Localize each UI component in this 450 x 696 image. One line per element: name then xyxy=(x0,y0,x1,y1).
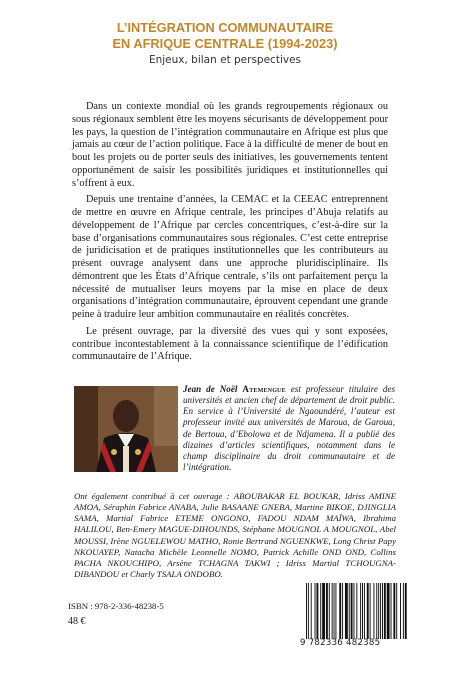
author-surname: Atemengue xyxy=(242,384,286,394)
barcode-image xyxy=(302,583,410,643)
blurb-paragraph-1: Dans un contexte mondial où les grands regroupements régionaux ou sous régionaux semblent être les moyens sécurisants de développement pour les pays, la question de l’intégration communautaire en Afrique est plus que jamais au cœur de l’action politique. Face à la difficulté de mener de bout en bout les projets ou de porter seuls des initiatives, les gouvernements tentent opportunément de saisir les possibilités juridiques et institutionnelles qui s’offrent à eux. xyxy=(72,101,388,189)
book-title xyxy=(0,20,450,51)
author-photo xyxy=(74,386,178,472)
book-subtitle: Enjeux, bilan et perspectives xyxy=(148,54,302,66)
isbn: ISBN : 978-2-336-48238-5 xyxy=(68,601,164,611)
author-bio xyxy=(183,384,395,473)
title-line-1: L’INTÉGRATION COMMUNAUTAIRE xyxy=(116,20,334,35)
author-portrait-image xyxy=(74,386,178,472)
contributors-list: Ont également contribué à cet ouvrage : ABOUBAKAR EL BOUKAR, Idriss AMINE AMOA, Séraphin Fabrice ANABA, Julie BASAANE GNEBA, Martine BIKOE, DJINGLIA SAMA, Martial Fabrice ETEME ONGONO, FADOU NDAM MAÏWA, Ibrahima HALILOU, Ben-Emery MAGUE-DIHOUNDS, Stéphane MOUGNOL A MOUGNOL, Abel MOUSSI, Irène NGUELEWOU MATHO, Ronie Bertrand NGUENKWE, Long Christ Papy NKOUAYEP, Natacha Michèle Leonnelle NOMO, Patrick Achille OND OND, Collins PACHA NKOUCHIPO, Arsène TCHAGNA TAKWI ; Idriss Martial TCHOUGNA-DIBANDOU et Charly TSALA ONDOBO. xyxy=(74,491,396,580)
blurb xyxy=(72,101,388,364)
price: 48 € xyxy=(68,616,86,627)
author-bio-text: est professeur titulaire des universités et ancien chef de département de droit public. En service à l’Université de Ngaoundéré, l’auteur est professeur invité aux universités de Maroua, de Garoua, de Bertoua, d’Ebolowa et de Ndjamena. Il a publié des dizaines d’articles scientifiques, notamment dans le champ disciplinaire du droit communautaire et de l’intégration. xyxy=(183,384,395,473)
blurb-paragraph-3: Le présent ouvrage, par la diversité des vues qui y sont exposées, contribue incontestablement à la connaissance scientifique de l’édification communautaire de l’Afrique. xyxy=(72,325,388,363)
title-line-2: EN AFRIQUE CENTRALE (1994-2023) xyxy=(112,35,338,51)
header xyxy=(0,20,450,66)
barcode-digits: 9 782336 482385 xyxy=(300,638,381,648)
author-first-name: Jean de Noël xyxy=(183,384,238,394)
blurb-paragraph-2: Depuis une trentaine d’années, la CEMAC et la CEEAC entreprennent de mettre en œuvre en Afrique centrale, les principes d’Abuja relatifs au développement de l’Afrique par cercles concentriques, c’est-à-dire sur la base d’organisations communautaires sous régionales. C’est cette entreprise de juridicisation et de pratiques institutionnelles que les contributeurs au présent ouvrage analysent dans une approche pluridisciplinaire. Ils démontrent que les États d’Afrique centrale, s’ils ont parfaitement perçu la nécessité de mutualiser leurs moyens par la mise en place de deux organisations d’intégration communautaire, éprouvent cependant une grande peine à traduire leur ambition communautaire en réalités concrètes. xyxy=(72,194,388,320)
